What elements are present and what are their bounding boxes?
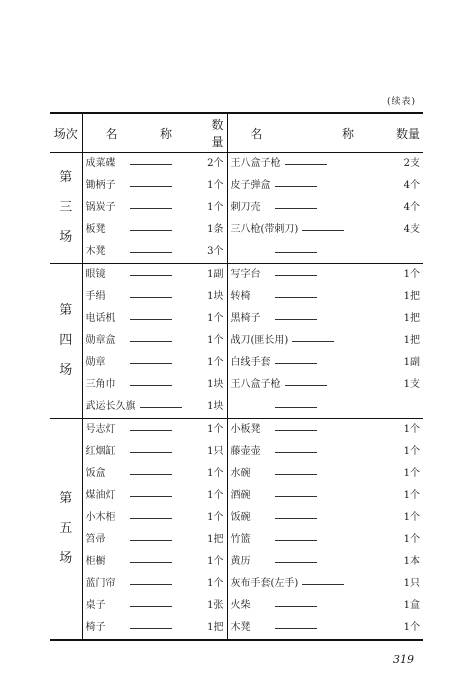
prop-quantity-text: 1只 [207,446,224,457]
prop-name [82,573,197,595]
underline-rule [130,163,172,165]
header-qty-right: 数量 [379,113,423,153]
prop-quantity-text: 1只 [403,578,420,589]
prop-quantity-text: 1把 [207,534,224,545]
underline-rule [285,384,327,386]
prop-quantity [379,485,423,507]
underline-rule [275,627,317,629]
prop-name [82,485,197,507]
underline-rule [140,406,182,408]
prop-name-text: 三角巾 [85,379,116,390]
prop-name-text: 王八盒子枪 [230,158,281,169]
prop-quantity [379,286,423,308]
table-row [50,507,423,529]
prop-name-text: 王八盒子枪 [230,379,281,390]
prop-name-text: 刺刀壳 [230,202,261,213]
prop-quantity-text: 1张 [207,600,224,611]
table-row [50,330,423,352]
prop-name-text: 号志灯 [85,424,116,435]
underline-rule [275,473,317,475]
underline-rule [130,517,172,519]
header-name-b: 称 [159,126,172,141]
table-row [50,595,423,617]
prop-name [82,286,197,308]
prop-quantity-text: 1块 [207,401,224,412]
prop-name-text: 柜橱 [85,556,106,567]
prop-name [227,617,379,640]
prop-name [82,419,197,442]
underline-rule [275,296,317,298]
prop-name-text: 三八枪(带刺刀) [230,224,299,235]
prop-name-text: 勋章 [85,357,106,368]
underline-rule [275,561,317,563]
prop-quantity [379,396,423,419]
prop-quantity [197,551,227,573]
scene-label-char: 场 [59,230,73,245]
prop-quantity-text: 1把 [403,313,420,324]
table-row [50,441,423,463]
prop-name-text: 火柴 [230,600,251,611]
prop-name-text: 椅子 [85,622,106,633]
prop-name [227,485,379,507]
underline-rule [130,627,172,629]
underline-rule [130,583,172,585]
prop-name-text: 成菜碟 [85,158,116,169]
scene-label [50,153,82,264]
prop-quantity [197,286,227,308]
prop-quantity-text: 1条 [207,224,224,235]
prop-quantity-text: 4支 [403,224,420,235]
underline-rule [275,318,317,320]
header-name-a: 名 [105,126,118,141]
prop-quantity [379,175,423,197]
underline-rule [275,251,317,253]
prop-quantity-text: 1个 [403,424,420,435]
header-name-left [82,113,197,153]
scene-label-char: 三 [59,200,73,215]
prop-quantity [197,441,227,463]
header-name-b: 称 [341,126,354,141]
prop-name [82,241,197,264]
prop-quantity-text: 1块 [207,291,224,302]
underline-rule [130,251,172,253]
prop-quantity-text: 1把 [403,291,420,302]
prop-name-text: 桌子 [85,600,106,611]
prop-quantity [379,551,423,573]
header-name-right [227,113,379,153]
scene-label-char: 第 [59,303,73,318]
table-row [50,219,423,241]
underline-rule [292,340,334,342]
underline-rule [285,163,327,165]
prop-name [227,507,379,529]
prop-quantity [197,175,227,197]
underline-rule [130,274,172,276]
prop-quantity-text: 1个 [207,202,224,213]
prop-quantity [197,617,227,640]
prop-name-text: 藤壶壶 [230,446,261,457]
prop-quantity [379,595,423,617]
prop-quantity-text: 3个 [207,246,224,257]
prop-name [82,595,197,617]
table-row [50,463,423,485]
prop-name [82,330,197,352]
prop-name-text: 战刀(匪长用) [230,335,289,346]
prop-quantity [379,352,423,374]
scene-label [50,419,82,641]
prop-name-text: 木凳 [85,246,106,257]
underline-rule [275,362,317,364]
prop-quantity [379,219,423,241]
prop-quantity [197,352,227,374]
table-row [50,175,423,197]
prop-name [227,441,379,463]
underline-rule [130,185,172,187]
prop-quantity-text: 1把 [207,622,224,633]
underline-rule [130,429,172,431]
underline-rule [130,296,172,298]
prop-quantity-text: 1副 [207,269,224,280]
prop-quantity [379,617,423,640]
prop-name [227,551,379,573]
prop-quantity-text: 1盒 [403,600,420,611]
prop-quantity-text: 4个 [403,180,420,191]
prop-name-text: 黑椅子 [230,313,261,324]
underline-rule [302,583,344,585]
prop-name-text: 锄柄子 [85,180,116,191]
underline-rule [275,517,317,519]
underline-rule [130,539,172,541]
underline-rule [302,229,344,231]
prop-name [82,219,197,241]
table-row [50,241,423,264]
prop-name-text: 板凳 [85,224,106,235]
prop-quantity-text: 1个 [207,490,224,501]
prop-name-text: 笤帚 [85,534,106,545]
prop-quantity-text: 2个 [207,158,224,169]
prop-name-text: 蓝门帘 [85,578,116,589]
prop-name-text: 白线手套 [230,357,271,368]
underline-rule [275,451,317,453]
prop-name [227,419,379,442]
prop-name-text: 转椅 [230,291,251,302]
prop-name [82,308,197,330]
prop-name-text: 竹篮 [230,534,251,545]
prop-name [227,352,379,374]
table-row [50,264,423,287]
prop-name [82,441,197,463]
prop-quantity-text: 1个 [207,512,224,523]
prop-name [227,153,379,176]
prop-quantity [197,374,227,396]
prop-name [82,463,197,485]
header-scene: 场次 [50,113,82,153]
prop-name [227,529,379,551]
prop-name-text: 皮子弹盒 [230,180,271,191]
prop-quantity-text: 1个 [207,556,224,567]
underline-rule [275,539,317,541]
prop-name-text: 武运长久旗 [85,401,136,412]
prop-quantity-text: 1副 [403,357,420,368]
props-table [50,112,423,641]
prop-name-text: 写字台 [230,269,261,280]
table-row [50,374,423,396]
prop-name-text: 饭盒 [85,468,106,479]
scene-label-char: 第 [59,170,73,185]
prop-quantity [379,153,423,176]
prop-quantity [379,241,423,264]
table-row [50,308,423,330]
prop-name [227,330,379,352]
underline-rule [275,207,317,209]
prop-quantity-text: 1个 [403,446,420,457]
scene-label-char: 场 [59,551,73,566]
prop-quantity-text: 1个 [207,578,224,589]
prop-name [227,264,379,287]
table-row [50,529,423,551]
prop-quantity-text: 1个 [207,180,224,191]
underline-rule [275,406,317,408]
prop-quantity [379,374,423,396]
prop-name-text: 黄历 [230,556,251,567]
prop-name [82,197,197,219]
prop-name-text: 手绢 [85,291,106,302]
prop-quantity [197,219,227,241]
prop-name-text: 小板凳 [230,424,261,435]
prop-quantity [197,507,227,529]
prop-quantity [379,441,423,463]
scene-label-char: 第 [59,491,73,506]
prop-name-text: 灰布手套(左手) [230,578,299,589]
scene-label-char: 五 [59,521,73,536]
prop-name [82,551,197,573]
table-body [50,153,423,641]
prop-name [227,463,379,485]
prop-name-text: 小木柜 [85,512,116,523]
prop-name [227,595,379,617]
continued-label: ( 续表 ) [387,94,416,107]
prop-quantity [379,573,423,595]
header-name-a: 名 [250,126,263,141]
scene-label-char: 场 [59,363,73,378]
table-header-row [50,113,423,153]
prop-quantity [379,419,423,442]
prop-name-text: 锅炭子 [85,202,116,213]
prop-quantity-text: 1本 [403,556,420,567]
table-row [50,419,423,442]
underline-rule [130,318,172,320]
underline-rule [130,473,172,475]
table-row [50,396,423,419]
prop-quantity [197,396,227,419]
table-row [50,197,423,219]
prop-name [227,286,379,308]
prop-quantity-text: 1个 [403,512,420,523]
prop-quantity [379,330,423,352]
prop-quantity [379,529,423,551]
prop-quantity-text: 1个 [207,357,224,368]
prop-quantity-text: 1个 [207,335,224,346]
table-row [50,485,423,507]
prop-name-text: 煤油灯 [85,490,116,501]
underline-rule [130,362,172,364]
prop-name [82,529,197,551]
prop-quantity-text: 1个 [403,468,420,479]
underline-rule [130,384,172,386]
table-row [50,352,423,374]
prop-name [227,197,379,219]
prop-quantity-text: 2支 [403,158,420,169]
prop-name [227,308,379,330]
underline-rule [275,605,317,607]
underline-rule [130,207,172,209]
prop-quantity-text: 1个 [207,424,224,435]
table-row [50,153,423,176]
prop-name [82,264,197,287]
prop-name-text: 勋章盒 [85,335,116,346]
prop-quantity [379,197,423,219]
underline-rule [275,185,317,187]
prop-quantity-text: 1把 [403,335,420,346]
underline-rule [275,274,317,276]
underline-rule [130,451,172,453]
prop-quantity [197,264,227,287]
prop-name [227,396,379,419]
underline-rule [130,229,172,231]
prop-quantity [197,595,227,617]
prop-name [227,374,379,396]
prop-name [227,219,379,241]
prop-quantity [197,330,227,352]
prop-name-text: 饭碗 [230,512,251,523]
table-row [50,286,423,308]
table-row [50,617,423,640]
prop-name [82,396,197,419]
prop-quantity-text: 1个 [207,313,224,324]
prop-quantity-text: 1个 [207,468,224,479]
prop-quantity-text: 4个 [403,202,420,213]
underline-rule [275,495,317,497]
underline-rule [130,561,172,563]
prop-quantity [197,529,227,551]
prop-quantity [197,197,227,219]
prop-name-text: 红烟缸 [85,446,116,457]
underline-rule [130,495,172,497]
prop-name [82,175,197,197]
prop-quantity [379,264,423,287]
prop-name [82,617,197,640]
prop-quantity [197,573,227,595]
prop-quantity [197,463,227,485]
prop-quantity [379,507,423,529]
table-row [50,551,423,573]
prop-name [227,241,379,264]
table-row [50,573,423,595]
prop-name-text: 眼镜 [85,269,106,280]
prop-name [82,352,197,374]
prop-quantity-text: 1个 [403,534,420,545]
prop-name-text: 电话机 [85,313,116,324]
prop-name [227,175,379,197]
prop-quantity-text: 1个 [403,622,420,633]
underline-rule [130,605,172,607]
underline-rule [275,429,317,431]
prop-quantity-text: 1块 [207,379,224,390]
prop-quantity-text: 1个 [403,490,420,501]
page-number: 319 [393,653,414,666]
underline-rule [130,340,172,342]
prop-quantity [197,419,227,442]
prop-quantity [197,485,227,507]
prop-name-text: 木凳 [230,622,251,633]
prop-name-text: 水碗 [230,468,251,479]
prop-name [82,507,197,529]
scene-label [50,264,82,419]
prop-name [227,573,379,595]
prop-quantity-text: 1支 [403,379,420,390]
prop-name [82,374,197,396]
prop-quantity [197,241,227,264]
scene-label-char: 四 [59,333,73,348]
prop-quantity [197,153,227,176]
prop-quantity-text: 1个 [403,269,420,280]
prop-quantity [197,308,227,330]
prop-quantity [379,308,423,330]
prop-name-text: 酒碗 [230,490,251,501]
prop-name [82,153,197,176]
header-qty-left: 数量 [197,113,227,153]
prop-quantity [379,463,423,485]
